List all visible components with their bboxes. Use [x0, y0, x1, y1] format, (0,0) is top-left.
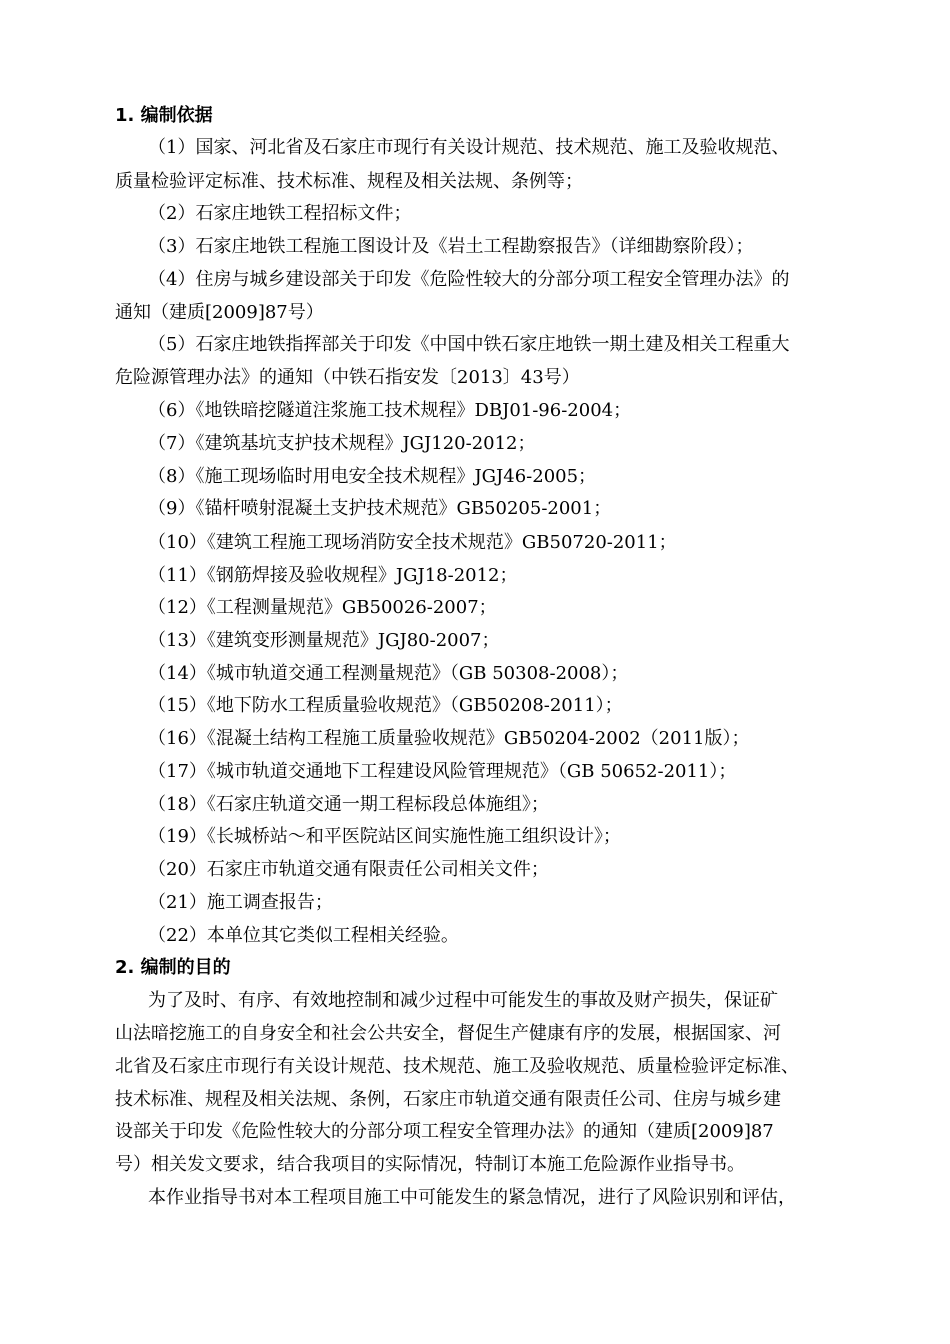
section-2-line: 号）相关发文要求，结合我项目的实际情况，特制订本施工危险源作业指导书。 — [115, 1154, 745, 1175]
section-1-line: （1）国家、河北省及石家庄市现行有关设计规范、技术规范、施工及验收规范、 — [148, 137, 790, 158]
section-1-line: （3）石家庄地铁工程施工图设计及《岩土工程勘察报告》（详细勘察阶段）； — [148, 236, 754, 257]
section-1-line: （16）《混凝土结构工程施工质量验收规范》GB50204-2002（2011版）； — [148, 728, 750, 749]
section-1-line: （15）《地下防水工程质量验收规范》（GB50208-2011）； — [148, 695, 623, 716]
section-1-line: （19）《长城桥站～和平医院站区间实施性施工组织设计》； — [148, 826, 621, 847]
section-2-line: 为了及时、有序、有效地控制和减少过程中可能发生的事故及财产损失，保证矿 — [148, 990, 778, 1011]
section-2-line: 技术标准、规程及相关法规、条例，石家庄市轨道交通有限责任公司、住房与城乡建 — [115, 1089, 781, 1110]
section-1-line: （22）本单位其它类似工程相关经验。 — [148, 925, 459, 946]
section-1-line: 危险源管理办法》的通知（中铁石指安发〔2013〕43号） — [115, 367, 580, 388]
section-1-line: （21）施工调查报告； — [148, 892, 333, 913]
section-1-line: （13）《建筑变形测量规范》JGJ80-2007； — [148, 630, 500, 651]
section-1-line: （9）《锚杆喷射混凝土支护技术规范》GB50205-2001； — [148, 498, 612, 519]
section-1-line: （14）《城市轨道交通工程测量规范》（GB 50308-2008）； — [148, 663, 629, 684]
section-1-line: （20）石家庄市轨道交通有限责任公司相关文件； — [148, 859, 549, 880]
section-1-line: （12）《工程测量规范》GB50026-2007； — [148, 597, 497, 618]
section-1-line: （18）《石家庄轨道交通一期工程标段总体施组》； — [148, 794, 549, 815]
section-1-line: （4）住房与城乡建设部关于印发《危险性较大的分部分项工程安全管理办法》的 — [148, 269, 790, 290]
section-2-line: 设部关于印发《危险性较大的分部分项工程安全管理办法》的通知（建质[2009]87 — [115, 1121, 774, 1142]
section-1-heading: 1. 编制依据 — [115, 105, 213, 126]
section-1-line: （8）《施工现场临时用电安全技术规程》JGJ46-2005； — [148, 466, 597, 487]
section-1-line: （17）《城市轨道交通地下工程建设风险管理规范》（GB 50652-2011）； — [148, 761, 737, 782]
section-1-line: （6）《地铁暗挖隧道注浆施工技术规程》DBJ01-96-2004； — [148, 400, 632, 421]
section-1-line: 质量检验评定标准、技术标准、规程及相关法规、条例等； — [115, 171, 583, 192]
section-1-line: （7）《建筑基坑支护技术规程》JGJ120-2012； — [148, 433, 536, 454]
section-1-line: 通知（建质[2009]87号） — [115, 302, 324, 323]
section-1-line: （11）《钢筋焊接及验收规程》JGJ18-2012； — [148, 565, 518, 586]
section-1-line: （5）石家庄地铁指挥部关于印发《中国中铁石家庄地铁一期土建及相关工程重大 — [148, 334, 790, 355]
section-2-line: 本作业指导书对本工程项目施工中可能发生的紧急情况，进行了风险识别和评估， — [148, 1187, 796, 1208]
section-1-line: （10）《建筑工程施工现场消防安全技术规范》GB50720-2011； — [148, 532, 677, 553]
section-1-line: （2）石家庄地铁工程招标文件； — [148, 203, 412, 224]
section-2-line: 山法暗挖施工的自身安全和社会公共安全，督促生产健康有序的发展，根据国家、河 — [115, 1023, 781, 1044]
section-2-line: 北省及石家庄市现行有关设计规范、技术规范、施工及验收规范、质量检验评定标准、 — [115, 1056, 799, 1077]
section-2-heading: 2. 编制的目的 — [115, 957, 231, 978]
